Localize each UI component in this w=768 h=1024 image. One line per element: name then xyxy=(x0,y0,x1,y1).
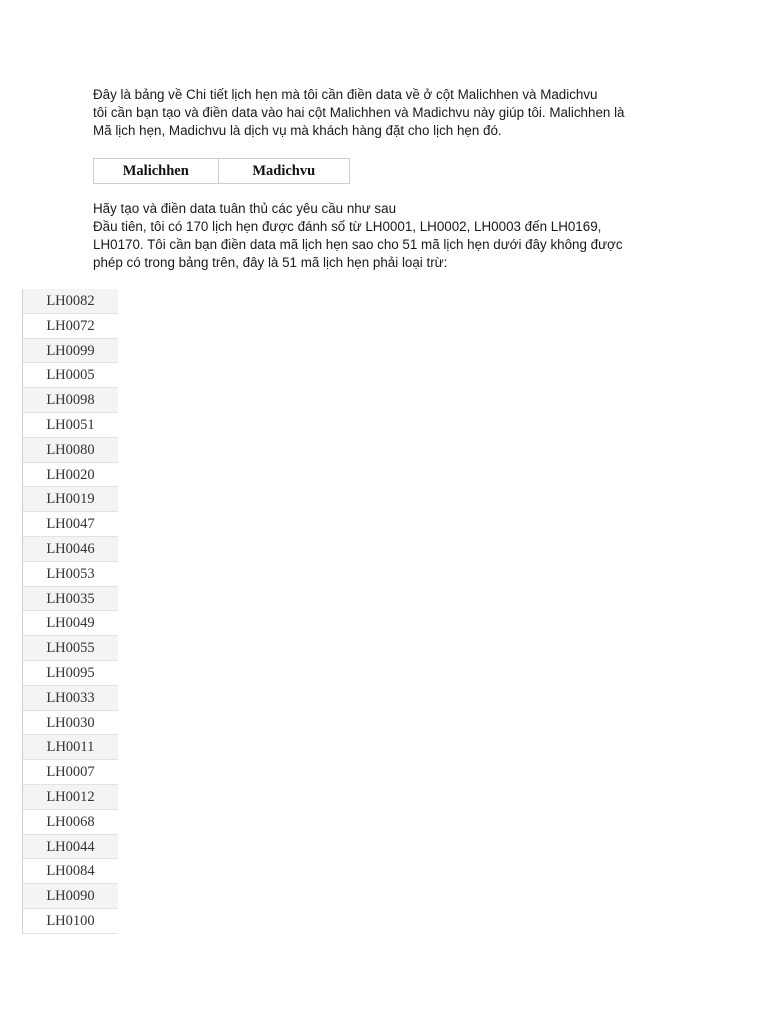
column-header-madichvu: Madichvu xyxy=(218,159,349,184)
requirements-line: Đầu tiên, tôi có 170 lịch hẹn được đánh số từ LH0001, LH0002, LH0003 đến LH0169, xyxy=(93,219,602,234)
intro-line: Mã lịch hẹn, Madichvu là dịch vụ mà khách hàng đặt cho lịch hẹn đó. xyxy=(93,123,502,138)
requirements-paragraph xyxy=(93,200,673,272)
column-header-malichhen: Malichhen xyxy=(94,159,219,184)
list-item: LH0099 xyxy=(22,339,118,364)
list-item: LH0072 xyxy=(22,314,118,339)
list-item: LH0053 xyxy=(22,562,118,587)
excluded-codes-list xyxy=(22,289,118,934)
intro-line: tôi cần bạn tạo và điền data vào hai cột Malichhen và Madichvu này giúp tôi. Malichhen là xyxy=(93,105,625,120)
list-item: LH0030 xyxy=(22,711,118,736)
list-item: LH0035 xyxy=(22,587,118,612)
list-item: LH0019 xyxy=(22,487,118,512)
list-item: LH0046 xyxy=(22,537,118,562)
intro-paragraph xyxy=(93,86,673,140)
list-item: LH0020 xyxy=(22,463,118,488)
list-item: LH0084 xyxy=(22,859,118,884)
list-item: LH0098 xyxy=(22,388,118,413)
list-item: LH0055 xyxy=(22,636,118,661)
list-item: LH0012 xyxy=(22,785,118,810)
list-item: LH0100 xyxy=(22,909,118,934)
list-item: LH0044 xyxy=(22,835,118,860)
intro-line: Đây là bảng về Chi tiết lịch hẹn mà tôi cần điền data về ở cột Malichhen và Madichvu xyxy=(93,87,598,102)
list-item: LH0011 xyxy=(22,735,118,760)
list-item: LH0090 xyxy=(22,884,118,909)
list-item: LH0051 xyxy=(22,413,118,438)
list-item: LH0082 xyxy=(22,289,118,314)
list-item: LH0005 xyxy=(22,363,118,388)
requirements-line: LH0170. Tôi cần bạn điền data mã lịch hẹn sao cho 51 mã lịch hẹn dưới đây không được xyxy=(93,237,623,252)
list-item: LH0033 xyxy=(22,686,118,711)
requirements-line: phép có trong bảng trên, đây là 51 mã lịch hẹn phải loại trừ: xyxy=(93,255,448,270)
appointment-detail-table xyxy=(93,158,350,184)
list-item: LH0080 xyxy=(22,438,118,463)
list-item: LH0047 xyxy=(22,512,118,537)
table-header-row xyxy=(94,159,350,184)
list-item: LH0095 xyxy=(22,661,118,686)
list-item: LH0068 xyxy=(22,810,118,835)
list-item: LH0049 xyxy=(22,611,118,636)
list-item: LH0007 xyxy=(22,760,118,785)
requirements-line: Hãy tạo và điền data tuân thủ các yêu cầu như sau xyxy=(93,201,397,216)
